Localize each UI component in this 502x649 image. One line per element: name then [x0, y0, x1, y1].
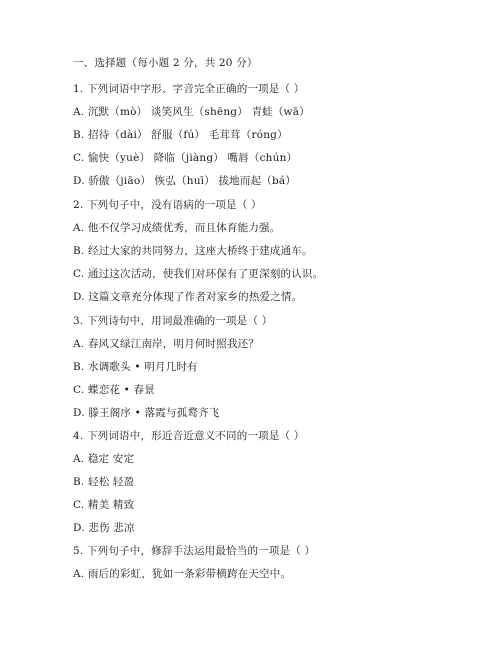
- question-3-option-c: C. 蝶恋花 • 春景: [73, 384, 155, 396]
- question-4-option-d: D. 悲伤 悲凉: [73, 522, 135, 534]
- question-4-option-a: A. 稳定 安定: [73, 453, 135, 465]
- question-3-stem: 3. 下列诗句中，用词最准确的一项是（ ）: [73, 315, 273, 327]
- section-title: 一、选择题（每小题 2 分，共 20 分）: [73, 57, 258, 69]
- question-5-option-a: A. 雨后的彩虹，犹如一条彩带横跨在天空中。: [73, 568, 292, 580]
- question-1-option-c: C. 愉快（yuè） 降临（jiàng） 嘴唇（chún）: [73, 152, 298, 164]
- question-2-option-b: B. 经过大家的共同努力，这座大桥终于建成通车。: [73, 245, 313, 257]
- question-2-option-a: A. 他不仅学习成绩优秀，而且体育能力强。: [73, 222, 281, 234]
- question-2-option-d: D. 这篇文章充分体现了作者对家乡的热爱之情。: [73, 291, 303, 303]
- question-4-option-b: B. 轻松 轻盈: [73, 476, 135, 488]
- question-3-option-d: D. 滕王阁序 • 落霞与孤鹜齐飞: [73, 407, 220, 419]
- question-2-option-c: C. 通过这次活动，使我们对环保有了更深刻的认识。: [73, 268, 324, 280]
- question-3-option-a: A. 春风又绿江南岸，明月何时照我还？: [73, 338, 260, 350]
- question-1-option-d: D. 骄傲（jiāo） 恢弘（huī） 拔地而起（bá）: [73, 175, 297, 187]
- question-3-option-b: B. 水调歌头 • 明月几时有: [73, 361, 198, 373]
- question-2-stem: 2. 下列句子中，没有语病的一项是（ ）: [73, 199, 262, 211]
- question-1-option-b: B. 招待（dài） 舒服（fú） 毛茸茸（róng）: [73, 129, 288, 141]
- question-5-stem: 5. 下列句子中，修辞手法运用最恰当的一项是（ ）: [73, 545, 316, 557]
- question-1-stem: 1. 下列词语中字形、字音完全正确的一项是（ ）: [73, 83, 305, 95]
- question-1-option-a: A. 沉默（mò） 谈笑风生（shēng） 青蛙（wā）: [73, 106, 310, 118]
- question-4-option-c: C. 精美 精致: [73, 499, 135, 511]
- question-4-stem: 4. 下列词语中，形近音近意义不同的一项是（ ）: [73, 430, 305, 442]
